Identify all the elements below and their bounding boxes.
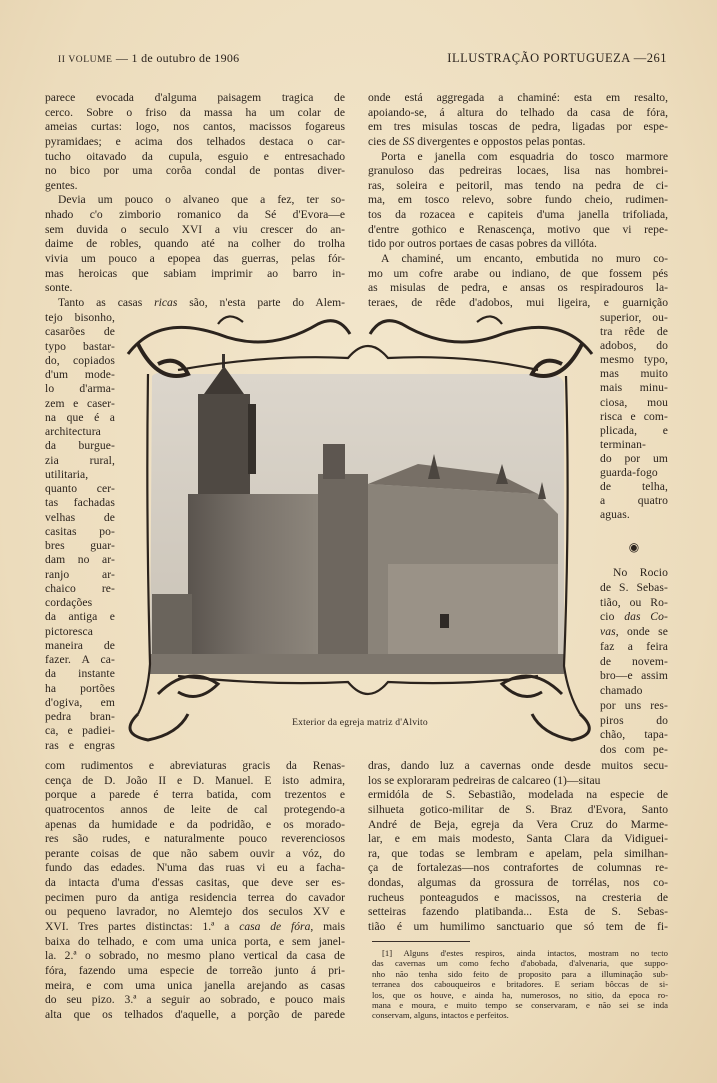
text-line: gentes. [45,178,78,192]
text-line: mas muito [600,367,668,381]
volume-label: II VOLUME [58,55,113,65]
text-line: baixa do telhado, e com uma unica porta, e sem janel- [45,934,345,948]
text-line: zia rural, [45,453,115,467]
text-line: pictoresca [45,624,93,638]
text-line: res são rudes, e naturalmente pouco reverenciosos [45,832,345,846]
text-line: na que é a [45,410,115,424]
text-line: tião, ou Ro- [600,595,668,609]
text-line: bres guar- [45,539,115,552]
text-line: d'entre gothico e Renascença, motivo que vi repe- [368,222,668,236]
text-line: apenas da humidade e da podridão, e os morado- [45,817,345,831]
text-line: tas fachadas [45,496,115,510]
text-line: ou pequeno lavrador, no Alemtejo dos seculos XV e [45,905,345,919]
text-line: casarões de [45,325,115,339]
text-line: de S. Sebas- [600,580,668,594]
church-photograph-figure [118,314,602,746]
text-line: dos com pe- [600,743,668,756]
text-line: sonte. [45,281,73,295]
text-line: ranjo ar- [45,567,115,581]
text-line: velhas de [45,510,115,524]
right-column-bottom-text [368,759,668,935]
text-line: faz a feira [600,639,668,653]
text-line: ça de fortalezas—nos contrafortes de columnas re- [368,861,668,875]
text-line: bro—e assim [600,669,668,683]
text-segment: Tanto as casas [58,295,155,309]
text-segment: cies de [368,134,403,148]
text-line: com rudimentos e abreviaturas gracis da Renas- [45,759,345,772]
text-line [368,135,668,150]
text-line [45,920,345,935]
text-line: tucho oitavado da cupula, esguio e entresachado [45,149,345,163]
italic-text: das Co- [624,610,668,624]
text-line: architectura [45,425,101,438]
text-line: guarda-fogo [600,466,658,480]
text-line: casitas po- [45,524,115,538]
text-line: ermidóla de S. Sebastião, modelada na especie de [368,788,668,802]
text-line: em tres misulas toscas de pedra, ligadas por espe- [368,120,668,134]
text-line: cença de D. João II e D. Manuel. E isto admira, [45,773,345,787]
text-line: do, copiados [45,353,115,367]
text-line: d'um mode- [45,368,115,381]
text-line: ras, soleira e peitoril, mas tendo na pedra de ci- [368,178,668,192]
text-line: a quatro [600,494,668,508]
section-ornament-icon: ◉ [628,540,640,554]
text-line: as misulas de pedra, e ansas os respiradouros la- [368,281,668,295]
text-line: A chaminé, um encanto, embutida no muro co- [381,252,668,266]
text-line: de telha, [600,480,668,494]
italic-text: SS [402,134,415,148]
text-line: mo um cofre arabe ou indiano, de que fossem pés [368,266,668,280]
text-line: cerco. Sobre o friso da massa ha um colar de [45,105,345,119]
text-line: ameias curtas: logo, nos cantos, macissos fogareus [45,120,345,134]
text-line: No Rocio [613,566,668,579]
text-line: utilitaria, [45,467,89,481]
text-line: fazer. A ca- [45,653,115,666]
text-line: onde está aggregada a chaminé: esta em resalto, [368,91,668,104]
text-line: tião é um humilimo sanctuario que só tem de fi- [368,920,668,934]
text-line: chão, tapa- [600,728,668,742]
text-line: typo bastar- [45,339,115,353]
text-line: chaico re- [45,581,115,595]
text-line: lar, e em mais modesto, Santa Clara da Vidiguei- [368,832,668,846]
text-line: [1] Alguns d'estes respiros, ainda intactos, mostram no tecto [382,948,668,958]
text-line: lo d'arma- [45,382,115,396]
text-line: pecimen puro da antiga residencia terrea do cavador [45,890,345,904]
text-line: mesmo typo, [600,353,668,367]
text-line: por uns res- [600,698,668,712]
text-line: sem duvida o seculo XVI a viu crescer do an- [45,222,345,236]
text-line: ma, em tosco relevo, sobre fundo cheio, rudimen- [368,193,668,207]
text-line: fundo das edades. N'uma das ruas vi eu a facha- [45,861,345,875]
text-line: no bico por uma corôa condal de pontas diver- [45,164,345,178]
text-line: terminan- [600,437,646,451]
text-line: dras, dando luz a cavernas onde desde muitos secu- [368,759,668,772]
text-line: silhueta gotico-militar de S. Braz d'Evora, Santo [368,802,668,816]
footnote [372,948,668,1021]
ornamental-frame-with-photo [118,314,602,746]
text-line: ha portões [45,681,115,695]
text-line: tido por outros portaes de casas pobres da villóta. [368,237,597,251]
text-line: tejo bisonho, [45,311,115,324]
text-line: dondas, algumas da grossura de torrélas, nos co- [368,876,668,890]
text-line: meira, e com uma unica janella arejando as casas [45,978,345,992]
text-line: nhado c'o zimborio romanico da Sé d'Evora—e [45,208,345,222]
text-line: fóra, fazendo uma especie de torreão junto á pri- [45,963,345,977]
text-line: parece evocada d'alguma paisagem tragica de [45,91,345,104]
text-line: ca, e padiei- [45,724,115,738]
text-line [45,296,345,311]
text-line: mas heroicas que sabiam imprimir ao barro in- [45,266,345,280]
text-line: da instante [45,667,115,681]
text-line: chamado [600,684,643,697]
text-line: superior, ou- [600,311,668,324]
publication-title-page-number: ILLUSTRAÇÃO PORTUGUEZA —261 [447,51,667,65]
text-line: ciosa, mou [600,395,668,409]
text-line: zem e caser- [45,396,115,410]
text-line: tra rêde de [600,325,668,339]
text-line: dam no ar- [45,553,115,567]
text-line: aguas. [600,508,630,522]
text-segment: XVI. Tres partes distinctas: 1.ª a [45,920,240,934]
text-line: setteiras fazendo platibanda... Esta de S. Sebas- [368,905,668,919]
text-line: los se exploraram pedreiras de calcareo (1)—sitau [368,773,601,787]
text-line: daime de robles, quando até na colher do trolha [45,237,345,251]
text-line: quanto cer- [45,482,115,495]
text-line: cordações [45,596,93,609]
left-column-bottom-text [45,759,345,1023]
italic-text: vas [600,625,616,638]
text-line: ra, que todas se lembram e apelam, pela similhan- [368,846,668,860]
text-line: da intacta d'uma d'essas casitas, que deve ser es- [45,876,345,890]
text-line: pyramidaes; e acima dos telhados destaca o car- [45,134,345,148]
issue-date: — 1 de outubro de 1906 [115,51,240,65]
text-line [600,610,668,625]
text-line: rucheus ponteagudos e macissos, na cresteria de [368,890,668,904]
right-column-top-text [368,91,668,311]
text-line: d'ogiva, em [45,695,115,709]
text-line: ras e engras [45,738,115,752]
text-line: la. 2.ª o sobrado, no mesmo plano vertical da casa de [45,949,345,963]
text-line: porque a parede é terra batida, com trezentos e [45,788,345,802]
italic-text: casa de fóra [239,920,311,934]
text-line: das cavernas um como fecho d'abobada, d'alvenaria, que suppo- [372,958,668,969]
text-segment: , onde se [615,625,668,638]
text-line: plicada, e [600,423,668,437]
text-segment: , mais [310,920,345,934]
footnote-divider [372,941,470,942]
text-line: Devia um pouco o alvaneo que a fez, ter so- [58,193,345,207]
text-line: los, que os houve, e ainda ha, numerosos, no sitio, da epoca ro- [372,989,668,1000]
text-segment: são, n'esta parte do Alem- [177,295,345,309]
text-line: mais minu- [600,381,668,395]
right-narrow-column-text-1 [600,311,668,522]
text-line: risca e com- [600,409,668,423]
text-line: perante coisas de que não sabem ouvir a vóz, do [45,846,345,860]
text-line: conservam, alguns, intactos e perfeitos. [372,1010,509,1021]
running-header-volume-date [58,51,239,66]
text-line: Porta e janella com esquadria do tosco marmore [381,149,668,163]
text-line: vivia um pouco a epopea das guerras, pelas fór- [45,252,345,266]
text-line: de novem- [600,654,668,668]
text-line: da antiga e [45,610,115,624]
left-column-top-text [45,91,345,311]
text-line: apoiando-se, á altura do telhado da casa de fóra, [368,105,668,119]
figure-caption: Exterior da egreja matriz d'Alvito [292,717,428,728]
italic-text: ricas [154,295,178,309]
text-line: tos da rozacea e capiteis d'uma janella trifoliada, [368,208,668,222]
text-line: terranea dos cabouqueiros e britadores. E seriam bôccas de si- [372,979,668,990]
text-line [600,625,668,640]
text-line: do seu pizo. 3.ª a seguir ao sobrado, e pouco mais [45,993,345,1007]
text-line: nho não tenha sido feito de proposito para a illuminação sub- [372,968,668,979]
church-photo [150,354,564,674]
text-line: alta que os telhados d'aquelle, a porção de parede [45,1007,345,1021]
text-line: quatrocentos annos de leite de cal protegendo-a [45,802,345,816]
left-narrow-column-text [45,311,115,753]
right-narrow-column-text-2 [600,566,668,758]
text-line: adobos, do [600,339,668,353]
text-line: da burgue- [45,439,115,453]
text-segment: divergentes e oppostos pelas pontas. [414,134,586,148]
text-line: André de Beja, egreja da Vera Cruz do Marme- [368,817,668,831]
text-line: piros do [600,713,668,727]
text-line: mana e moura, e muito tempo se conservaram, e não sei se inda [372,999,668,1010]
text-line: pedra bran- [45,710,115,723]
text-segment: cio [600,610,625,624]
text-line: teraes, de rêde d'adobos, mui ligeira, e guarnição [368,295,668,309]
text-line: granuloso das pedreiras locaes, lisa nas hombrei- [368,164,668,178]
text-line: do por um [600,451,668,465]
text-line: maneira de [45,638,115,652]
